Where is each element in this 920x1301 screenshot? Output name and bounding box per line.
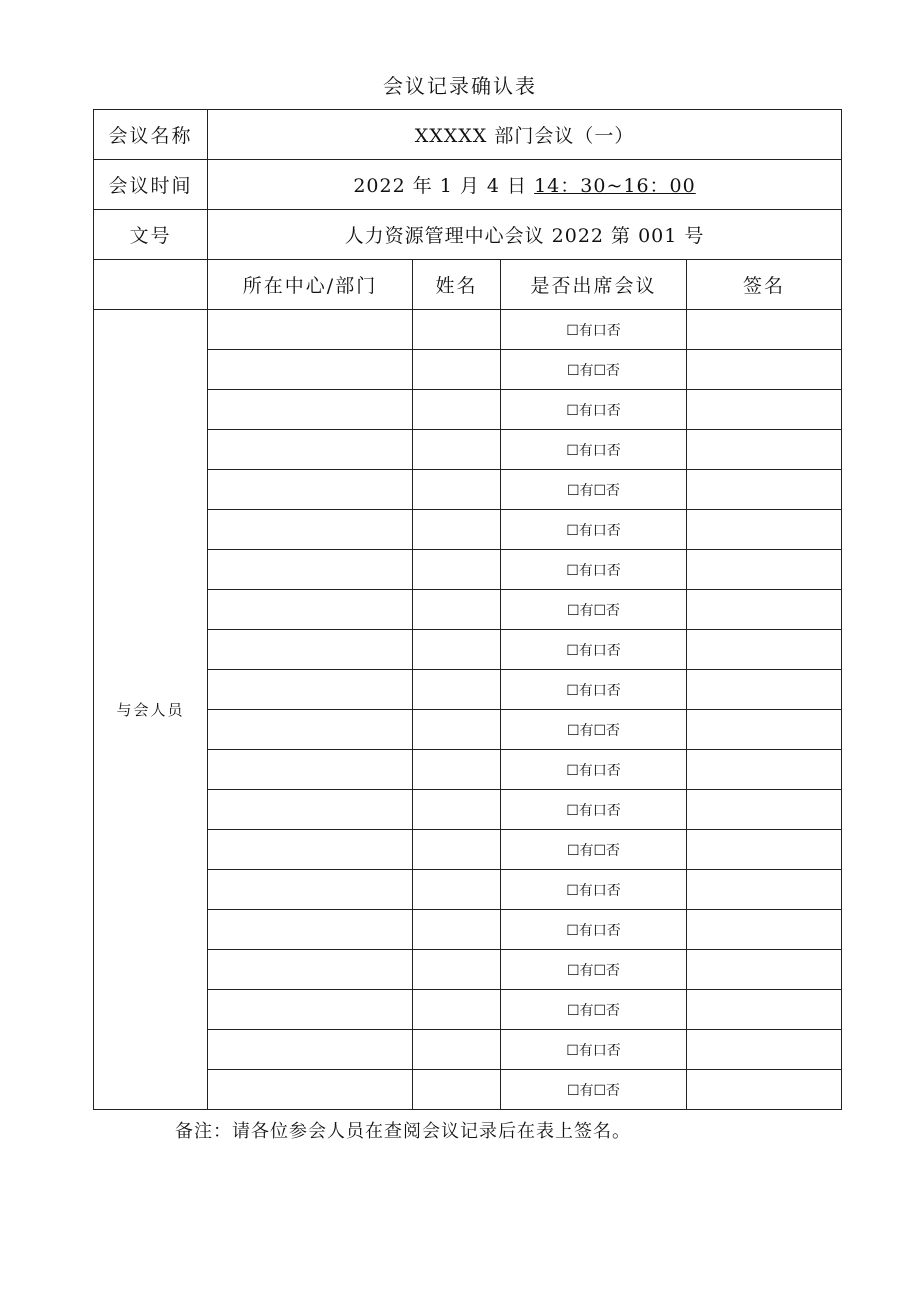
document-title: 会议记录确认表 <box>383 74 537 98</box>
attendance-choice[interactable]: ☐有口否 <box>501 310 687 350</box>
name-input-cell[interactable] <box>413 910 501 950</box>
name-input-cell[interactable] <box>413 390 501 430</box>
dept-input-cell[interactable] <box>208 430 413 470</box>
signature-cell[interactable] <box>687 710 842 750</box>
header-attend: 是否出席会议 <box>501 260 687 310</box>
name-input-cell[interactable] <box>413 550 501 590</box>
attendees-label: 与会人员 <box>94 310 208 1110</box>
dept-input-cell[interactable] <box>208 630 413 670</box>
signature-cell[interactable] <box>687 950 842 990</box>
signature-cell[interactable] <box>687 910 842 950</box>
name-input-cell[interactable] <box>413 1070 501 1110</box>
meeting-confirmation-table <box>93 109 842 1110</box>
attendee-rows <box>94 310 842 1110</box>
name-input-cell[interactable] <box>413 630 501 670</box>
header-blank-cell <box>94 260 208 310</box>
signature-cell[interactable] <box>687 390 842 430</box>
dept-input-cell[interactable] <box>208 470 413 510</box>
dept-input-cell[interactable] <box>208 710 413 750</box>
name-input-cell[interactable] <box>413 750 501 790</box>
name-input-cell[interactable] <box>413 310 501 350</box>
dept-input-cell[interactable] <box>208 1070 413 1110</box>
meeting-date: 2022 年 1 月 4 日 <box>353 175 535 197</box>
dept-input-cell[interactable] <box>208 670 413 710</box>
dept-input-cell[interactable] <box>208 350 413 390</box>
meeting-time-range: 14：30~16：00 <box>534 175 696 197</box>
dept-input-cell[interactable] <box>208 790 413 830</box>
meeting-time-row <box>94 160 842 210</box>
dept-input-cell[interactable] <box>208 590 413 630</box>
name-input-cell[interactable] <box>413 670 501 710</box>
attendance-choice[interactable]: ☐有☐否 <box>501 830 687 870</box>
doc-number-value: 人力资源管理中心会议 2022 第 001 号 <box>208 210 842 260</box>
signature-cell[interactable] <box>687 310 842 350</box>
attendance-choice[interactable]: ☐有☐否 <box>501 1070 687 1110</box>
attendance-choice[interactable]: ☐有☐否 <box>501 710 687 750</box>
doc-number-label: 文号 <box>94 210 208 260</box>
attendance-choice[interactable]: ☐有口否 <box>501 630 687 670</box>
dept-input-cell[interactable] <box>208 550 413 590</box>
name-input-cell[interactable] <box>413 790 501 830</box>
signature-cell[interactable] <box>687 870 842 910</box>
dept-input-cell[interactable] <box>208 750 413 790</box>
attendee-row <box>94 310 842 350</box>
name-input-cell[interactable] <box>413 430 501 470</box>
signature-cell[interactable] <box>687 350 842 390</box>
name-input-cell[interactable] <box>413 830 501 870</box>
attendance-choice[interactable]: ☐有☐否 <box>501 350 687 390</box>
attendance-choice[interactable]: ☐有口否 <box>501 790 687 830</box>
meeting-name-row <box>94 110 842 160</box>
name-input-cell[interactable] <box>413 470 501 510</box>
name-input-cell[interactable] <box>413 1030 501 1070</box>
attendance-choice[interactable]: ☐有口否 <box>501 910 687 950</box>
meeting-time-label: 会议时间 <box>94 160 208 210</box>
signature-cell[interactable] <box>687 670 842 710</box>
doc-number-row <box>94 210 842 260</box>
dept-input-cell[interactable] <box>208 390 413 430</box>
header-sign: 签名 <box>687 260 842 310</box>
signature-cell[interactable] <box>687 990 842 1030</box>
signature-cell[interactable] <box>687 1070 842 1110</box>
attendance-choice[interactable]: ☐有口否 <box>501 1030 687 1070</box>
footnote: 备注：请各位参会人员在查阅会议记录后在表上签名。 <box>175 1121 631 1142</box>
attendance-choice[interactable]: ☐有口否 <box>501 870 687 910</box>
attendance-choice[interactable]: ☐有☐否 <box>501 990 687 1030</box>
name-input-cell[interactable] <box>413 950 501 990</box>
attendance-choice[interactable]: ☐有口否 <box>501 670 687 710</box>
meeting-name-value: XXXXX 部门会议（一） <box>208 110 842 160</box>
meeting-time-value <box>208 160 842 210</box>
dept-input-cell[interactable] <box>208 990 413 1030</box>
name-input-cell[interactable] <box>413 350 501 390</box>
name-input-cell[interactable] <box>413 990 501 1030</box>
name-input-cell[interactable] <box>413 710 501 750</box>
dept-input-cell[interactable] <box>208 830 413 870</box>
dept-input-cell[interactable] <box>208 510 413 550</box>
signature-cell[interactable] <box>687 790 842 830</box>
signature-cell[interactable] <box>687 430 842 470</box>
dept-input-cell[interactable] <box>208 910 413 950</box>
dept-input-cell[interactable] <box>208 870 413 910</box>
signature-cell[interactable] <box>687 630 842 670</box>
attendance-choice[interactable]: ☐有口否 <box>501 550 687 590</box>
signature-cell[interactable] <box>687 830 842 870</box>
dept-input-cell[interactable] <box>208 950 413 990</box>
header-name: 姓名 <box>413 260 501 310</box>
signature-cell[interactable] <box>687 510 842 550</box>
attendance-choice[interactable]: ☐有口否 <box>501 390 687 430</box>
signature-cell[interactable] <box>687 1030 842 1070</box>
attendance-choice[interactable]: ☐有口否 <box>501 750 687 790</box>
signature-cell[interactable] <box>687 590 842 630</box>
dept-input-cell[interactable] <box>208 1030 413 1070</box>
attendance-choice[interactable]: ☐有口否 <box>501 510 687 550</box>
dept-input-cell[interactable] <box>208 310 413 350</box>
attendance-choice[interactable]: ☐有☐否 <box>501 470 687 510</box>
signature-cell[interactable] <box>687 470 842 510</box>
attendance-choice[interactable]: ☐有☐否 <box>501 950 687 990</box>
name-input-cell[interactable] <box>413 590 501 630</box>
attendance-choice[interactable]: ☐有☐否 <box>501 590 687 630</box>
attendance-choice[interactable]: ☐有口否 <box>501 430 687 470</box>
header-dept: 所在中心/部门 <box>208 260 413 310</box>
name-input-cell[interactable] <box>413 870 501 910</box>
name-input-cell[interactable] <box>413 510 501 550</box>
meeting-name-label: 会议名称 <box>94 110 208 160</box>
signature-cell[interactable] <box>687 550 842 590</box>
column-header-row <box>94 260 842 310</box>
signature-cell[interactable] <box>687 750 842 790</box>
